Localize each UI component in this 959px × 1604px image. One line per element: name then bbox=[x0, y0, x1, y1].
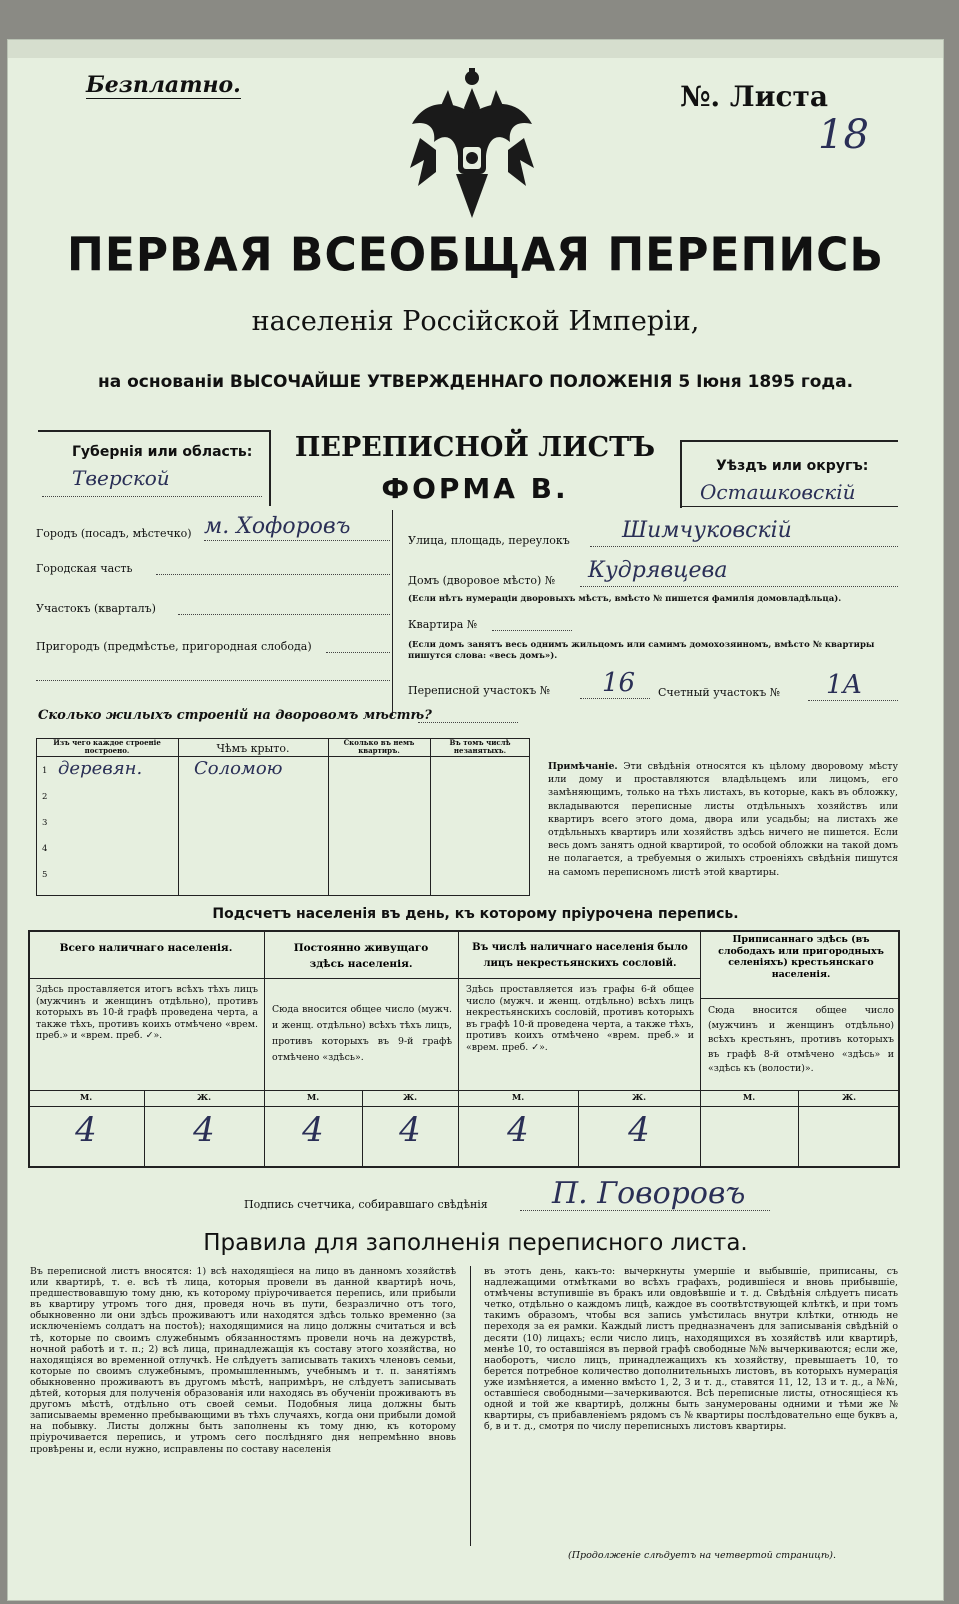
count-nonpeasant-f: 4 bbox=[628, 1110, 650, 1150]
count-desc-peasant: Сюда вносится общее число (мужчинъ и женщинъ отдѣльно) всѣхъ крестьянъ, противъ которыхъ въ графѣ 8-й отмѣчено «здѣсь» и «здѣсь къ (волости)». bbox=[708, 1005, 894, 1074]
street-label: Улица, площадь, переулокъ bbox=[408, 534, 570, 547]
house-value: Кудрявцева bbox=[588, 558, 728, 583]
rules-continued: (Продолженіе слѣдуетъ на четвертой страницѣ). bbox=[568, 1550, 836, 1561]
count-f-label: Ж. bbox=[841, 1093, 857, 1103]
buildings-note bbox=[548, 760, 898, 879]
page-subtitle: населенія Россійской Имперіи, bbox=[251, 306, 700, 337]
count-desc-total: Здѣсь проставляется итогъ всѣхъ тѣхъ лицъ (мужчинъ и женщинъ отдѣльно), противъ которыхъ въ 10-й графѣ проведена черта, а также тѣхъ, противъ коихъ отмѣчено «врем. преб.» и «врем. преб. ✓». bbox=[36, 984, 258, 1041]
street-value: Шимчуковскій bbox=[622, 518, 792, 543]
count-total-f: 4 bbox=[193, 1110, 215, 1150]
buildings-row-number: 3 bbox=[42, 818, 48, 828]
buildings-row-number: 2 bbox=[42, 792, 48, 802]
census-district-label: Переписной участокъ № bbox=[408, 684, 551, 697]
count-header-peasant: Приписаннаго здѣсь (въ слободахъ или пригородныхъ селеніяхъ) крестьянскаго населенія. bbox=[718, 934, 884, 980]
apartment-note: (Если домъ занятъ весь однимъ жильцомъ или самимъ домохозяиномъ, вмѣсто № квартиры пишутся слова: «весь домъ»). bbox=[408, 640, 875, 661]
buildings-header-vacant: Въ томъ числѣ незанятыхъ. bbox=[449, 738, 511, 755]
sheet-number-label: №. Листа bbox=[680, 80, 828, 113]
uezd-value: Осташковскій bbox=[700, 480, 856, 504]
imperial-eagle-icon bbox=[406, 68, 538, 220]
census-district-value: 16 bbox=[602, 668, 636, 698]
buildings-header-roof: Чѣмъ крыто. bbox=[216, 742, 290, 755]
form-title: ПЕРЕПИСНОЙ ЛИСТЪ bbox=[294, 432, 656, 463]
district-label: Участокъ (кварталъ) bbox=[36, 602, 156, 615]
buildings-row-material: деревян. bbox=[58, 758, 143, 779]
buildings-row-roof: Соломою bbox=[194, 758, 283, 779]
buildings-row-number: 1 bbox=[42, 766, 48, 776]
city-part-label: Городская часть bbox=[36, 562, 133, 575]
buildings-row-number: 4 bbox=[42, 844, 48, 854]
buildings-header-material: Изъ чего каждое строеніе построено. bbox=[53, 738, 161, 755]
count-desc-nonpeasant: Здѣсь проставляется изъ графы 6-й общее число (мужч. и женщ. отдѣльно) всѣхъ лицъ некрестьянскихъ сословій, противъ которыхъ въ графѣ 10-й проведена черта, а также тѣхъ, противъ коихъ отмѣчено «врем. преб.» и «врем. преб. ✓». bbox=[466, 984, 694, 1053]
count-desc-permanent: Сюда вносится общее число (мужч. и женщ. отдѣльно) всѣхъ тѣхъ лицъ, противъ которыхъ въ 9-й графѣ отмѣчено «здѣсь». bbox=[272, 1004, 452, 1063]
rules-left-column: Въ переписной листъ вносятся: 1) всѣ находящіеся на лицо въ данномъ хозяйствѣ или квартирѣ, т. е. всѣ тѣ лица, которыя провели въ данной квартирѣ ночь, предшествовавшую тому дню, къ которому пріурочивается перепись, или прибыли въ квартиру утромъ того дня, проведя ночь въ пути, безразлично отъ того, обыкновенно ли они здѣсь проживаютъ или находятся здѣсь только временно (за исключеніемъ солдатъ на постоѣ); находящимися на лицо должны считаться и всѣ тѣ, которые по своимъ служебнымъ обязанностямъ провели ночь на дежурствѣ, ночной работѣ и т. п.; 2) всѣ лица, принадлежащія къ составу этого хозяйства, но находящіяся во временной отлучкѣ. Не слѣдуетъ записывать такихъ членовъ семьи, которые по своимъ служебнымъ, промышленнымъ, учебнымъ и т. п. занятіямъ обыкновенно проживаютъ въ другомъ мѣстѣ, напримѣръ, не слѣдуетъ записывать дѣтей, которыя для полученія образованія или находясь въ обученіи проживаютъ въ другомъ мѣстѣ, отдѣльно отъ своей семьи. Подобныя лица должны быть записываемы временно пребывающими въ тѣхъ случаяхъ, когда они прибыли домой на побывку. Листы должны быть заполнены къ тому дню, къ которому пріурочивается перепись, и утромъ сего послѣдняго дня непремѣнно вновь провѣрены и, если нужно, исправлены по составу населенія bbox=[30, 1266, 456, 1455]
gubernia-label: Губернія или область: bbox=[72, 444, 253, 460]
count-m-label: М. bbox=[742, 1093, 756, 1103]
count-f-label: Ж. bbox=[402, 1093, 418, 1103]
count-m-label: М. bbox=[511, 1093, 525, 1103]
count-header-permanent: Постоянно живущаго здѣсь населенія. bbox=[293, 942, 429, 970]
city-label: Городъ (посадъ, мѣстечко) bbox=[36, 527, 192, 540]
house-label: Домъ (дворовое мѣсто) № bbox=[408, 574, 556, 587]
legal-basis: на основаніи ВЫСОЧАЙШЕ УТВЕРЖДЕННАГО ПОЛОЖЕНІЯ 5 Іюня 1895 года. bbox=[97, 372, 854, 392]
house-note: (Если нѣтъ нумераціи дворовыхъ мѣстъ, вмѣсто № пишется фамилія домовладѣльца). bbox=[408, 594, 842, 604]
buildings-note-text: Эти свѣдѣнія относятся къ цѣлому дворовому мѣсту или дому и проставляются владѣльцемъ или лицомъ, его замѣняющимъ, только на тѣхъ листахъ, въ которые, какъ въ обложку, вкладываются переписные листы отдѣльныхъ хозяйствъ или квартиръ всего этого дома, двора или усадьбы; на листахъ же отдѣльныхъ квартиръ или хозяйствъ здѣсь ничего не пишется. Если весь домъ занятъ одной квартирой, то особой обложки на такой домъ не полагается, а требуемыя о жилыхъ строеніяхъ свѣдѣнія пишутся на самомъ переписномъ листѣ этой квартиры. bbox=[548, 761, 898, 878]
buildings-header-apts: Сколько въ немъ квартиръ. bbox=[343, 738, 415, 755]
sheet-number-value: 18 bbox=[818, 112, 869, 158]
uezd-label: Уѣздъ или округъ: bbox=[716, 458, 869, 474]
count-permanent-m: 4 bbox=[302, 1110, 324, 1150]
count-total-m: 4 bbox=[75, 1110, 97, 1150]
gubernia-value: Тверской bbox=[72, 466, 170, 490]
free-label: Безплатно. bbox=[86, 72, 241, 98]
buildings-note-title: Примѣчаніе. bbox=[548, 761, 618, 772]
signature-label: Подпись счетчика, собиравшаго свѣдѣнія bbox=[244, 1198, 488, 1211]
count-m-label: М. bbox=[79, 1093, 93, 1103]
count-header-total: Всего наличнаго населенія. bbox=[59, 942, 233, 954]
count-f-label: Ж. bbox=[631, 1093, 647, 1103]
count-title: Подсчетъ населенія въ день, къ которому пріурочена перепись. bbox=[212, 906, 739, 922]
census-sheet bbox=[8, 40, 943, 1600]
count-f-label: Ж. bbox=[196, 1093, 212, 1103]
apartment-label: Квартира № bbox=[408, 618, 478, 631]
count-header-nonpeasant: Въ числѣ наличнаго населенія было лицъ некрестьянскихъ сословій. bbox=[472, 942, 688, 969]
form-letter: ФОРМА В. bbox=[381, 472, 569, 505]
count-district-value: 1А bbox=[826, 670, 863, 700]
page-title: ПЕРВАЯ ВСЕОБЩАЯ ПЕРЕПИСЬ bbox=[67, 228, 884, 283]
rules-right-column: въ этотъ день, какъ-то: вычеркнуты умершіе и выбывшіе, приписаны, съ надлежащими отмѣтками во всѣхъ графахъ, родившіеся и вновь прибывшіе, отмѣчены вступившіе въ бракъ или овдовѣвшіе и т. д. Свѣдѣнія слѣдуетъ писать четко, отдѣльно о каждомъ лицѣ, каждое въ соотвѣтствующей клѣткѣ, и при томъ такимъ образомъ, чтобы вся запись умѣстилась внутри клѣтки, отнюдь не переходя за ея рамки. Каждый листъ предназначенъ для записыванія свѣдѣній о десяти (10) лицахъ; если число лицъ, находящихся въ хозяйствѣ или квартирѣ, менѣе 10, то оставшіяся въ первой графѣ свободные №№ вычеркиваются; если же, наоборотъ, число лицъ, принадлежащихъ къ хозяйству, превышаетъ 10, то берется потребное количество дополнительныхъ листовъ, въ которыхъ нумерація уже измѣняется, а именно вмѣсто 1, 2, 3 и т. д., ставятся 11, 12, 13 и т. д., а №№, оставшіеся свободными—зачеркиваются. Всѣ переписные листы, относящіеся къ одной и той же квартирѣ, должны быть занумерованы одними и тѣми же № квартиры, съ прибавленіемъ рядомъ съ № квартиры послѣдовательно еще буквъ а, б, в и т. д., смотря по числу переписныхъ листовъ квартиры. bbox=[484, 1266, 898, 1433]
count-m-label: М. bbox=[306, 1093, 320, 1103]
count-permanent-f: 4 bbox=[399, 1110, 421, 1150]
buildings-row-number: 5 bbox=[42, 870, 48, 880]
count-district-label: Счетный участокъ № bbox=[658, 686, 781, 699]
signature-value: П. Говоровъ bbox=[552, 1176, 746, 1211]
city-value: м. Хофоровъ bbox=[204, 514, 351, 539]
suburb-label: Пригородъ (предмѣстье, пригородная слобода) bbox=[36, 640, 312, 653]
count-nonpeasant-m: 4 bbox=[507, 1110, 529, 1150]
rules-title: Правила для заполненія переписного листа. bbox=[203, 1230, 748, 1256]
buildings-question: Сколько жилыхъ строеній на дворовомъ мѣстѣ? bbox=[38, 708, 432, 723]
